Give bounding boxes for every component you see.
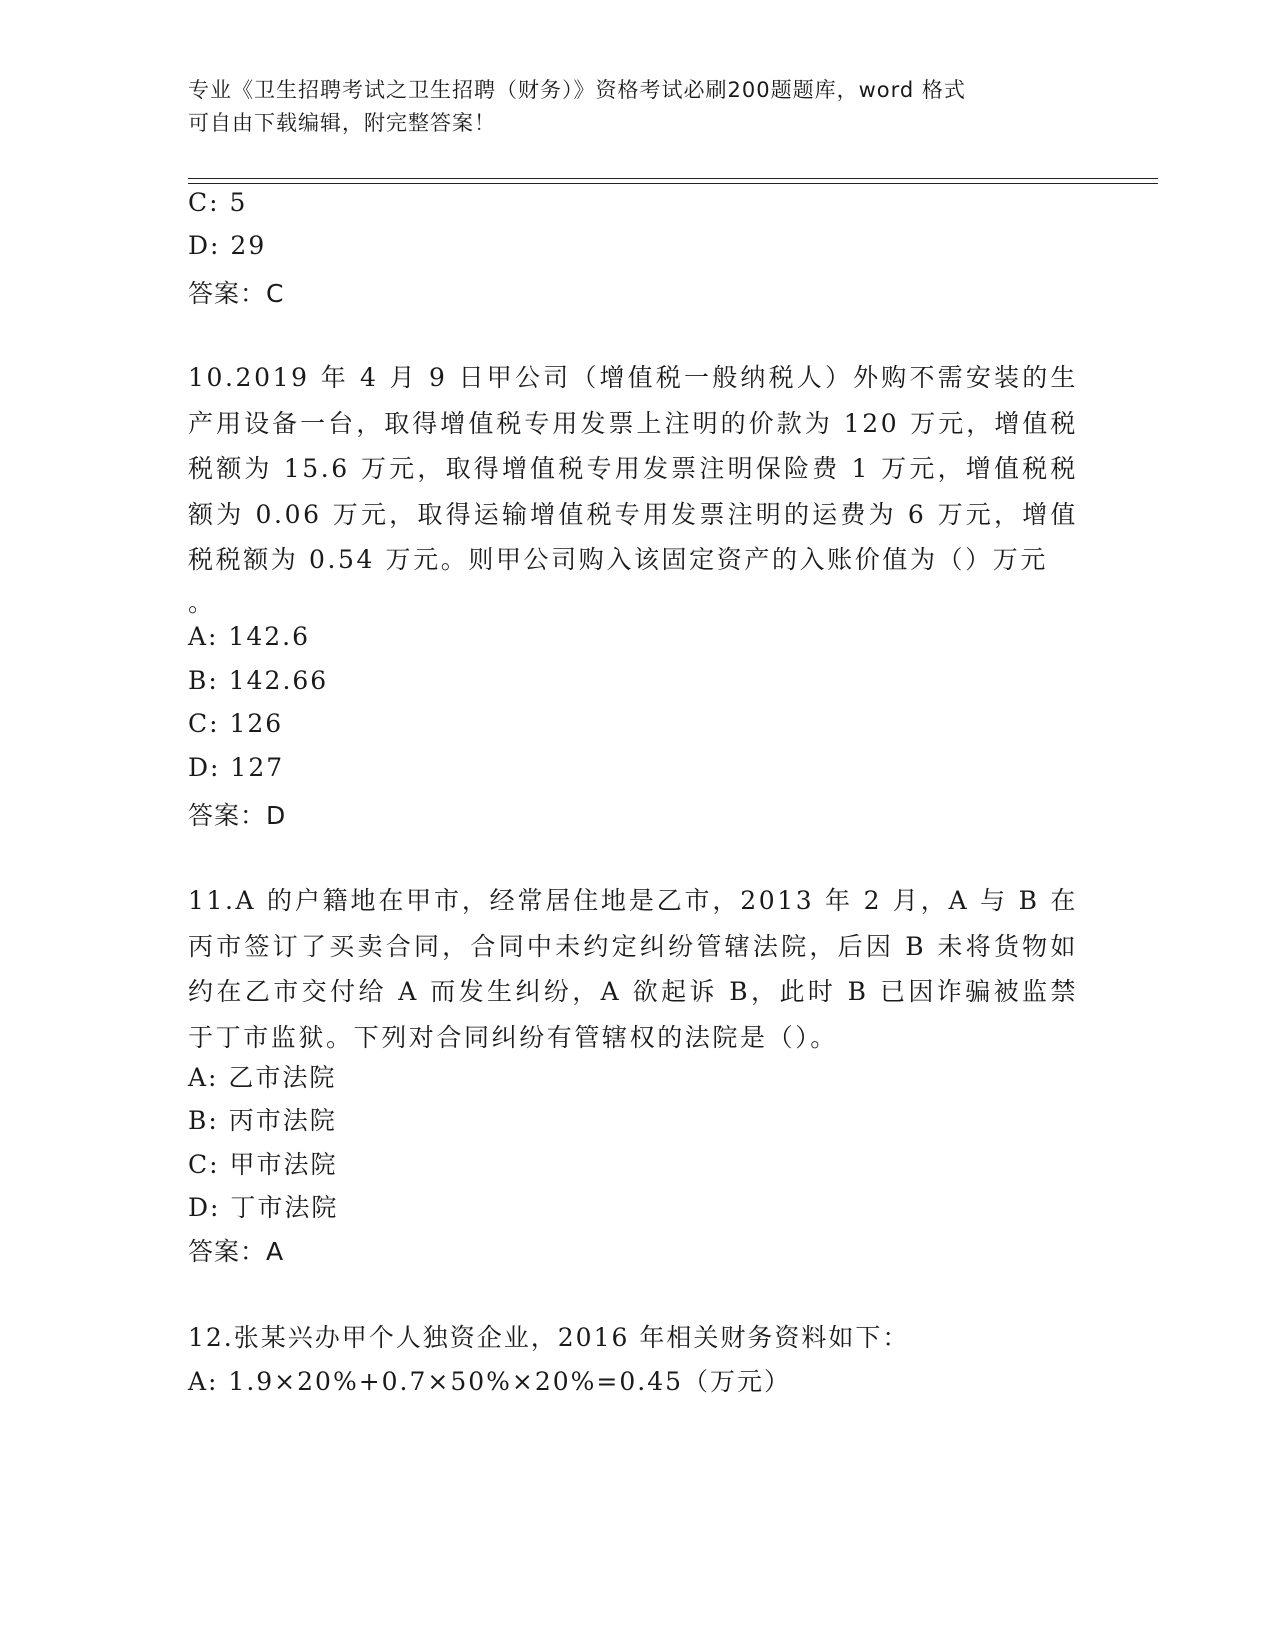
q10-question-tail: 。 <box>188 588 216 617</box>
q9-option-c: C: 5 <box>188 188 248 217</box>
q11-answer: 答案：A <box>188 1237 285 1266</box>
q9-option-d: D: 29 <box>188 231 267 260</box>
q9-answer: 答案：C <box>188 279 285 308</box>
q11-option-d: D: 丁市法院 <box>188 1193 339 1222</box>
q12-question-text: 12.张某兴办甲个人独资企业，2016 年相关财务资料如下： <box>188 1323 910 1352</box>
header-title-line-1: 专业《卫生招聘考试之卫生招聘（财务）》资格考试必刷200题题库，word 格式 <box>188 78 966 102</box>
header-title-line-2: 可自由下载编辑，附完整答案！ <box>188 111 496 135</box>
q10-option-b: B: 142.66 <box>188 666 329 695</box>
q11-option-a: A: 乙市法院 <box>188 1063 337 1092</box>
q10-option-c: C: 126 <box>188 709 284 738</box>
header-divider-bottom <box>188 183 1158 184</box>
q10-option-d: D: 127 <box>188 753 285 782</box>
q11-option-b: B: 丙市法院 <box>188 1106 337 1135</box>
header-divider-top <box>188 178 1158 179</box>
q12-option-a: A: 1.9×20%+0.7×50%×20%=0.45（万元） <box>188 1367 792 1396</box>
q11-question-text: 11.A 的户籍地在甲市，经常居住地是乙市，2013 年 2 月，A 与 B 在丙市签订了买卖合同，合同中未约定纠纷管辖法院，后因 B 未将货物如约在乙市交付给 A 而发生纠纷，A 欲起诉 B，此时 B 已因诈骗被监禁于丁市监狱。下列对合同纠纷有管辖权的法院是（）。 <box>188 886 1078 1052</box>
q10-question-text: 10.2019 年 4 月 9 日甲公司（增值税一般纳税人）外购不需安装的生产用设备一台，取得增值税专用发票上注明的价款为 120 万元，增值税税额为 15.6 万元，取得增值税专用发票注明保险费 1 万元，增值税税额为 0.06 万元，取得运输增值税专用发票注明的运费为 6 万元，增值税税额为 0.54 万元。则甲公司购入该固定资产的入账价值为（）万元 <box>188 363 1078 574</box>
q11-option-c: C: 甲市法院 <box>188 1150 338 1179</box>
q10-answer: 答案：D <box>188 801 287 830</box>
document-header <box>188 74 1068 140</box>
q10-option-a: A: 142.6 <box>188 622 310 651</box>
